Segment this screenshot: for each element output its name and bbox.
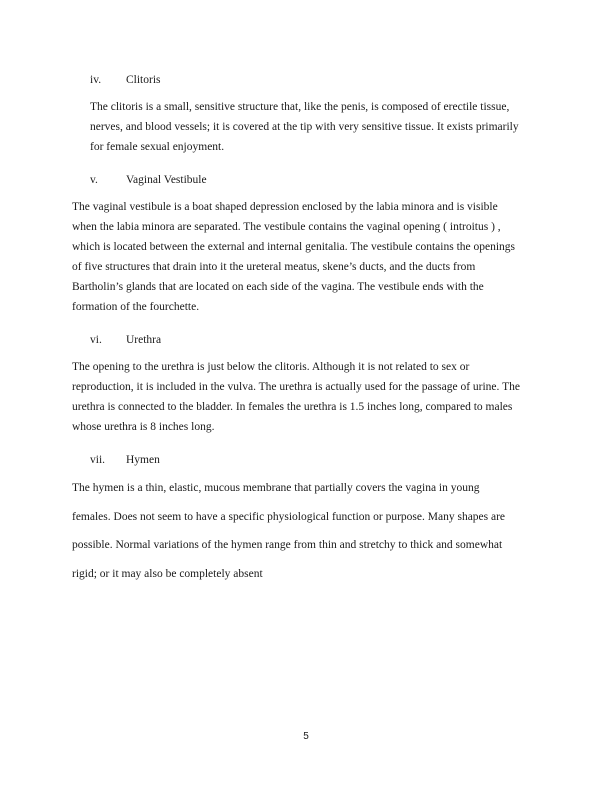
paragraph-line: urethra is connected to the bladder. In females the urethra is 1.5 inches long, compared to males (72, 401, 513, 413)
section-heading-vaginal-vestibule (90, 173, 207, 187)
section-heading-urethra (90, 333, 161, 347)
section-number: vi. (90, 334, 102, 346)
paragraph-line: Bartholin’s glands that are located on each side of the vagina. The vestibule ends with the (72, 281, 484, 293)
paragraph-line: reproduction, it is included in the vulva. The urethra is actually used for the passage of urine. The (72, 381, 520, 393)
paragraph-line: for female sexual enjoyment. (90, 141, 225, 153)
section-title: Vaginal Vestibule (126, 174, 207, 186)
paragraph-line: formation of the fourchette. (72, 301, 200, 313)
paragraph-line: when the labia minora are separated. The vestibule contains the vaginal opening ( introitus ) , (72, 221, 501, 233)
section-title: Urethra (126, 334, 162, 346)
section-heading-clitoris (90, 73, 161, 87)
paragraph-urethra (72, 357, 520, 437)
paragraph-line: of five structures that drain into it the ureteral meatus, skene’s ducts, and the ducts from (72, 261, 476, 273)
paragraph-line: which is located between the external and internal genitalia. The vestibule contains the openings (72, 241, 516, 253)
paragraph-line: nerves, and blood vessels; it is covered at the tip with very sensitive tissue. It exists primarily (90, 121, 519, 133)
section-number: iv. (90, 74, 102, 86)
paragraph-line: rigid; or it may also be completely absent (72, 567, 263, 580)
section-heading-hymen (90, 453, 160, 467)
section-title: Hymen (126, 454, 160, 466)
paragraph-line: The hymen is a thin, elastic, mucous membrane that partially covers the vagina in young (72, 482, 480, 494)
paragraph-clitoris (90, 97, 519, 157)
section-number: v. (90, 174, 98, 186)
page-number: 5 (303, 731, 309, 742)
paragraph-line: The clitoris is a small, sensitive structure that, like the penis, is composed of erectile tissue, (90, 101, 510, 113)
section-title: Clitoris (126, 74, 161, 86)
paragraph-line: whose urethra is 8 inches long. (72, 421, 215, 433)
paragraph-line: possible. Normal variations of the hymen range from thin and stretchy to thick and somewhat (72, 539, 503, 551)
paragraph-vaginal-vestibule (72, 197, 515, 317)
section-number: vii. (90, 454, 106, 466)
paragraph-hymen (72, 474, 505, 588)
paragraph-line: The vaginal vestibule is a boat shaped depression enclosed by the labia minora and is visible (72, 201, 498, 213)
paragraph-line: The opening to the urethra is just below the clitoris. Although it is not related to sex or (72, 361, 470, 373)
paragraph-line: females. Does not seem to have a specific physiological function or purpose. Many shapes are (72, 510, 506, 523)
